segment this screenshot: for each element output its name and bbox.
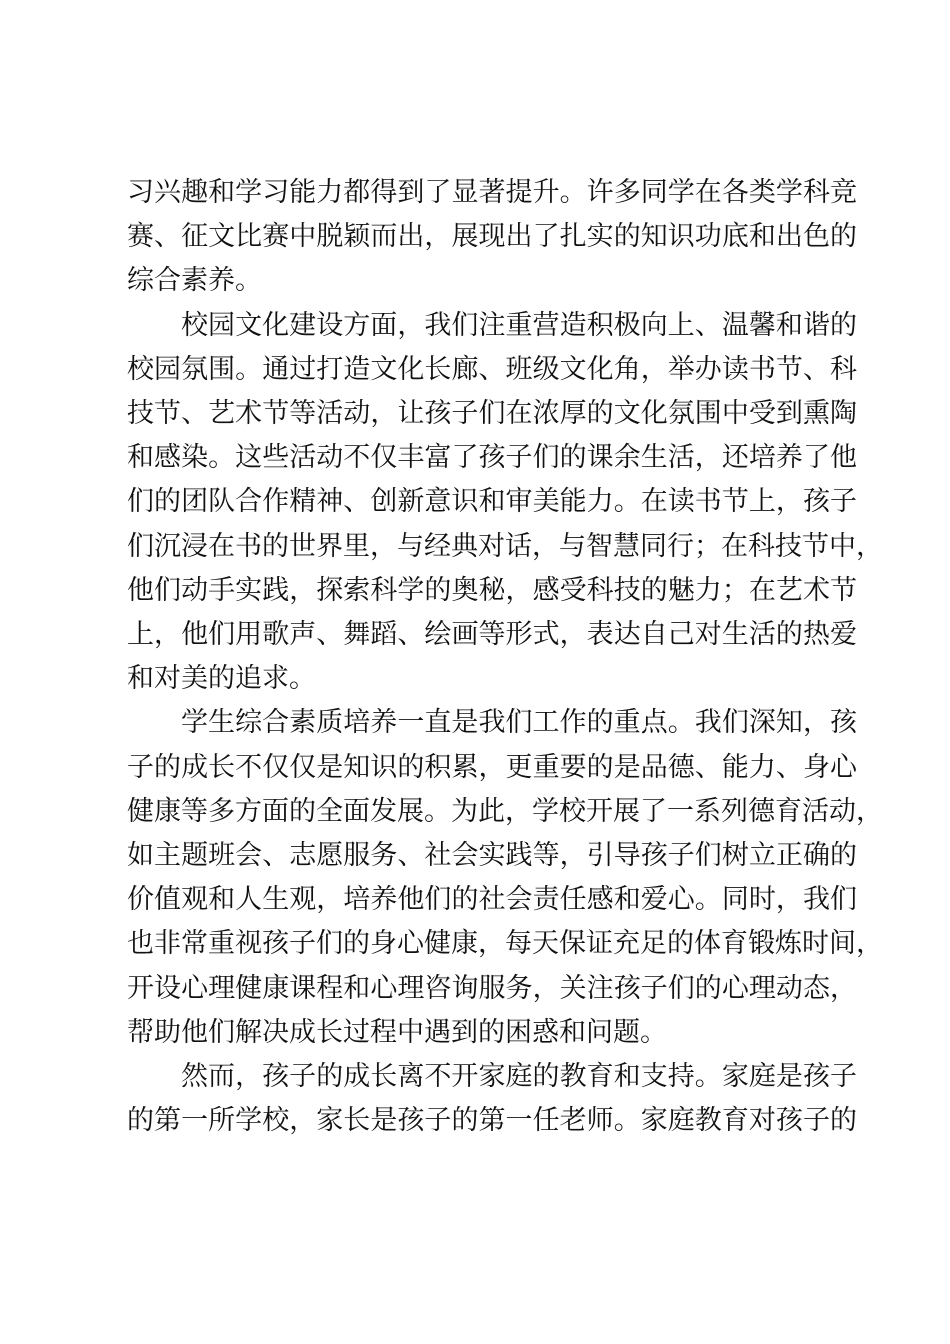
paragraph-3 xyxy=(127,701,883,1055)
text-line: 和感染。这些活动不仅丰富了孩子们的课余生活，还培养了他 xyxy=(127,442,857,474)
text-line: 子的成长不仅仅是知识的积累，更重要的是品德、能力、身心 xyxy=(127,751,857,783)
text-line: 校园氛围。通过打造文化长廊、班级文化角，举办读书节、科 xyxy=(127,353,857,385)
text-line: 帮助他们解决成长过程中遇到的困惑和问题。 xyxy=(127,1016,667,1048)
text-line: 们的团队合作精神、创新意识和审美能力。在读书节上，孩子 xyxy=(127,486,857,518)
text-line: 的第一所学校，家长是孩子的第一任老师。家庭教育对孩子的 xyxy=(127,1105,857,1137)
body-text xyxy=(127,171,883,1143)
paragraph-2 xyxy=(127,304,883,702)
text-line: 和对美的追求。 xyxy=(127,663,316,695)
text-line: 校园文化建设方面，我们注重营造积极向上、温馨和谐的 xyxy=(181,309,857,341)
text-line: 赛、征文比赛中脱颖而出，展现出了扎实的知识功底和出色的 xyxy=(127,221,857,253)
paragraph-4 xyxy=(127,1055,857,1143)
text-line: 技节、艺术节等活动，让孩子们在浓厚的文化氛围中受到熏陶 xyxy=(127,398,857,430)
text-line: 们沉浸在书的世界里，与经典对话，与智慧同行；在科技节中， xyxy=(127,530,883,562)
text-line: 开设心理健康课程和心理咨询服务，关注孩子们的心理动态， xyxy=(127,972,857,1004)
text-line: 健康等多方面的全面发展。为此，学校开展了一系列德育活动， xyxy=(127,795,883,827)
text-line: 综合素养。 xyxy=(127,265,262,297)
text-line: 然而，孩子的成长离不开家庭的教育和支持。家庭是孩子 xyxy=(181,1061,857,1093)
text-line: 习兴趣和学习能力都得到了显著提升。许多同学在各类学科竞 xyxy=(127,177,857,208)
text-line: 也非常重视孩子们的身心健康，每天保证充足的体育锻炼时间， xyxy=(127,928,883,960)
text-line: 如主题班会、志愿服务、社会实践等，引导孩子们树立正确的 xyxy=(127,840,857,872)
text-line: 价值观和人生观，培养他们的社会责任感和爱心。同时，我们 xyxy=(127,884,857,916)
text-line: 学生综合素质培养一直是我们工作的重点。我们深知，孩 xyxy=(181,707,857,739)
text-line: 上，他们用歌声、舞蹈、绘画等形式，表达自己对生活的热爱 xyxy=(127,619,857,651)
text-line: 他们动手实践，探索科学的奥秘，感受科技的魅力；在艺术节 xyxy=(127,574,857,606)
paragraph-1 xyxy=(127,171,857,304)
